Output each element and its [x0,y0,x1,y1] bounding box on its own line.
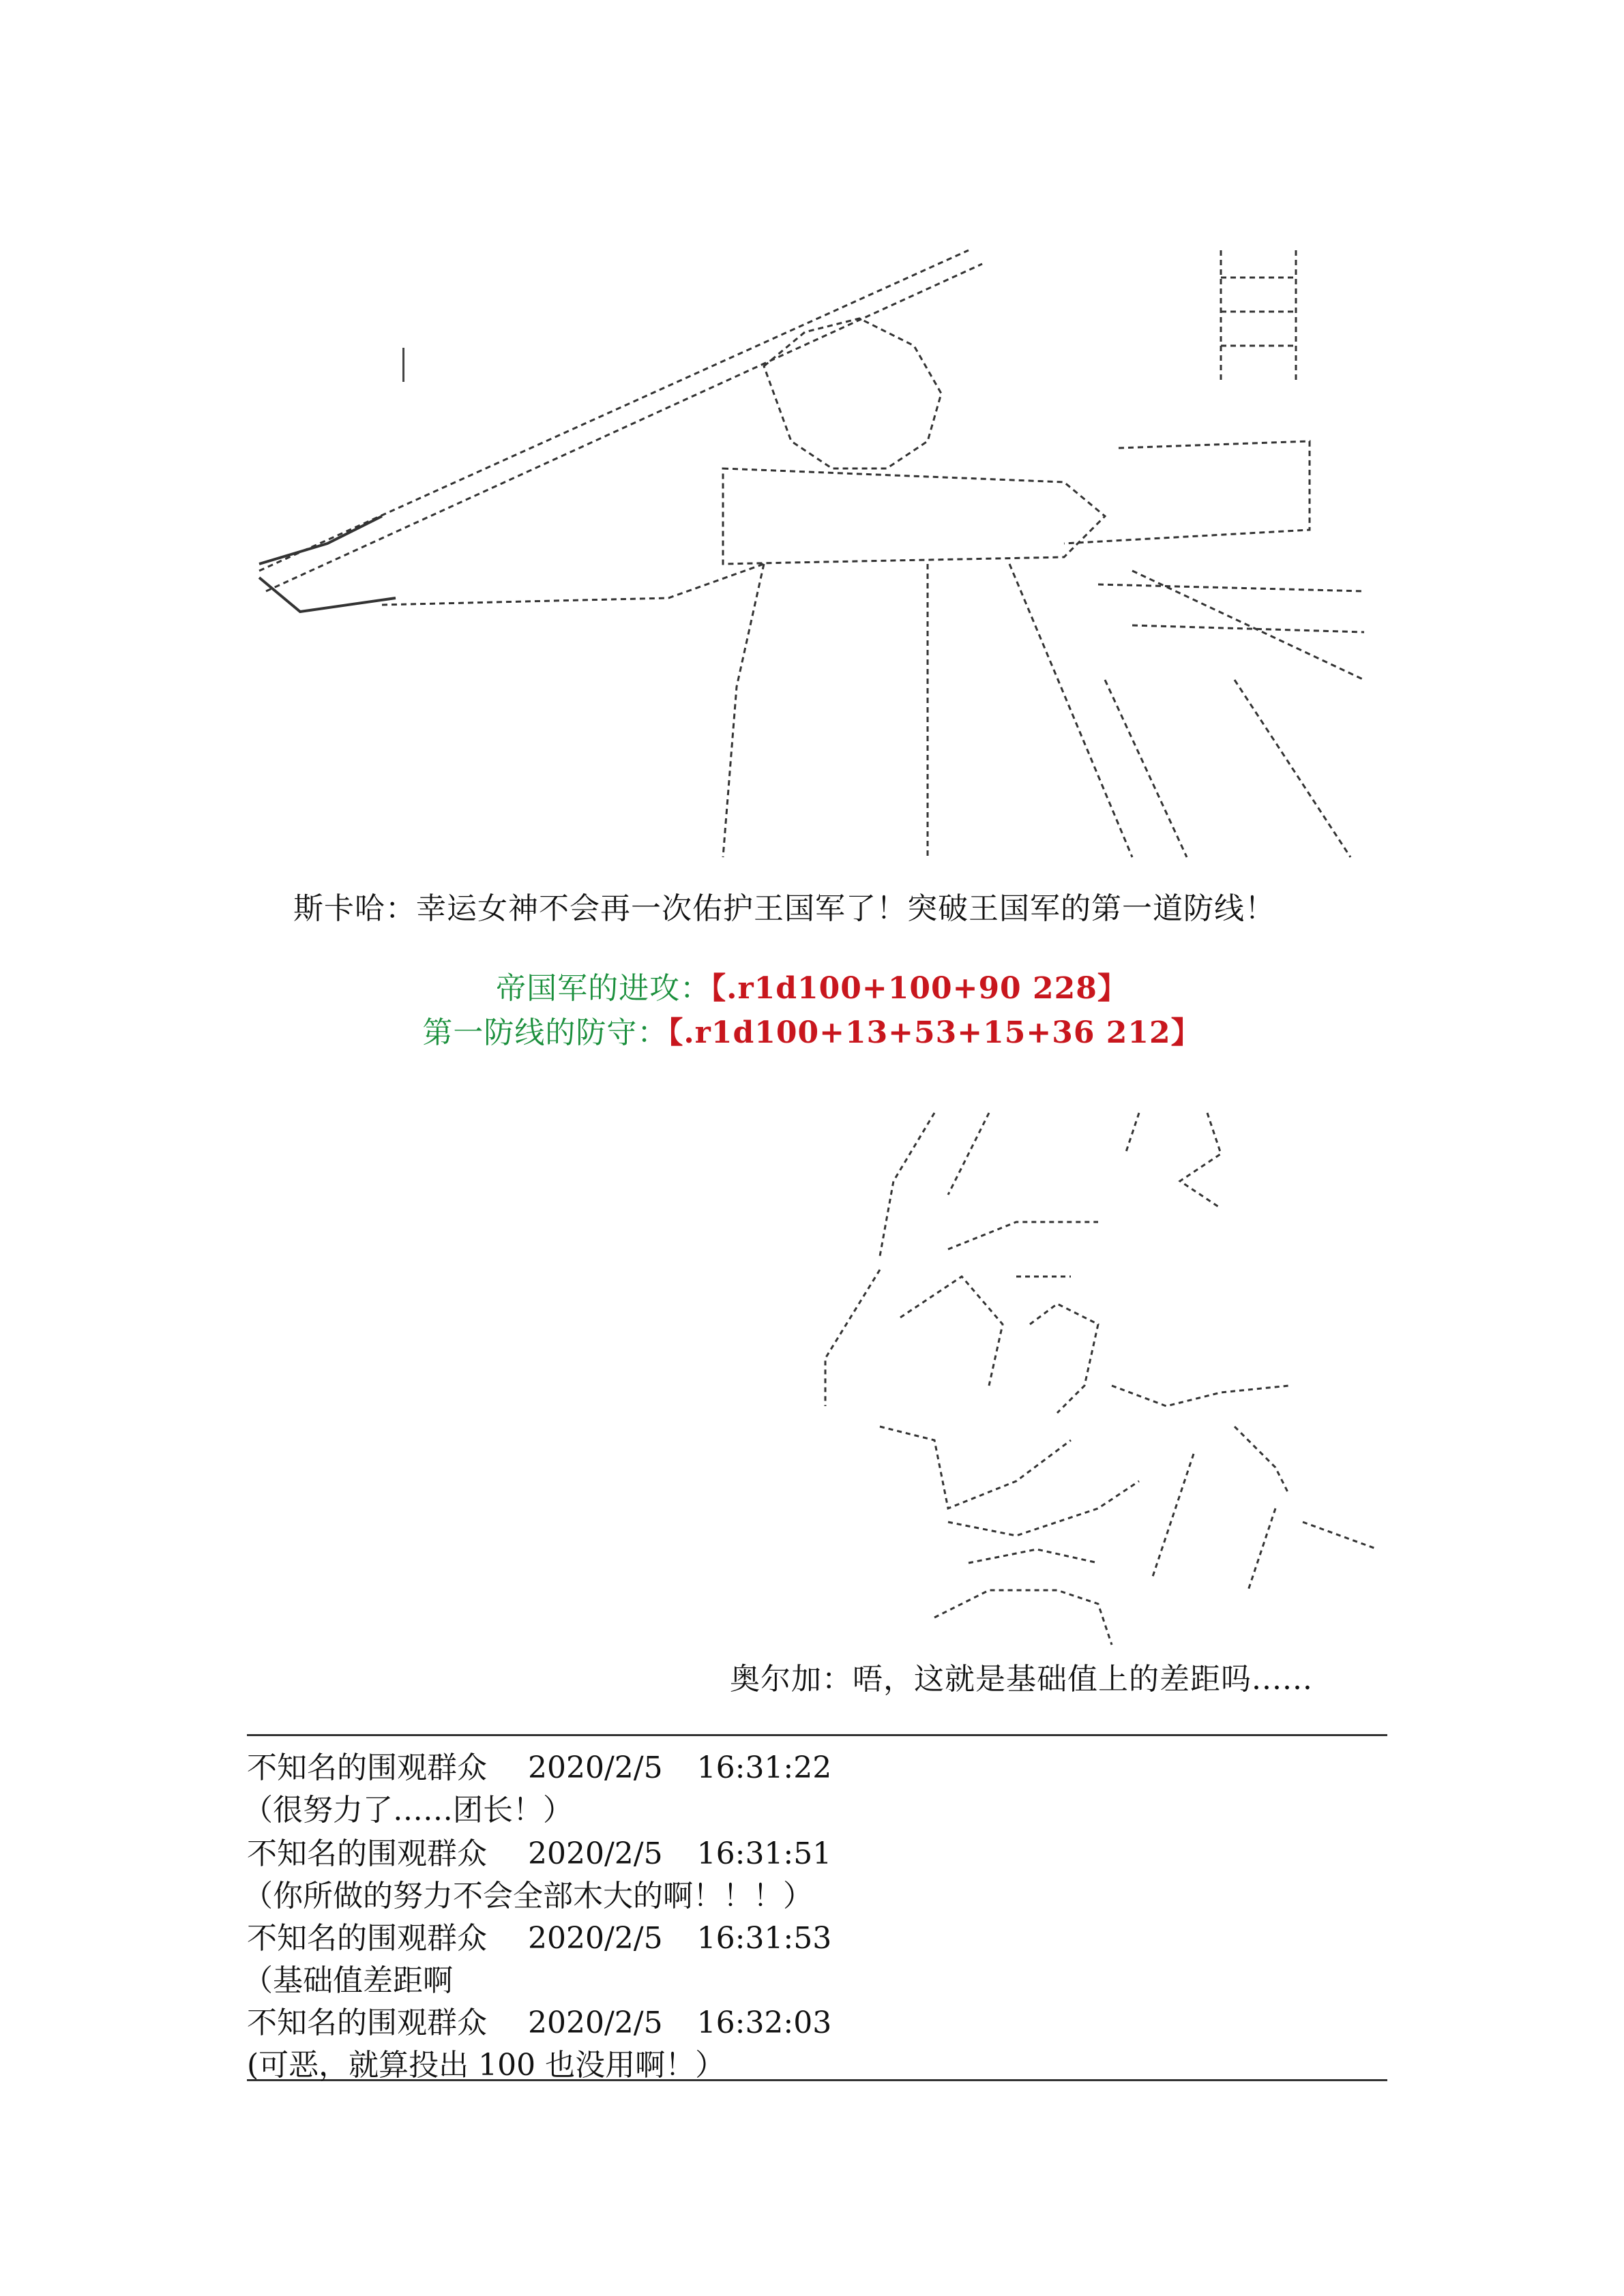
divider-mark [402,348,404,382]
comment-date: 2020/2/5 [528,2006,663,2040]
comment-thread [243,1734,1387,2083]
defense-label: 第一防线的防守： [422,1015,668,1050]
comment-text: （你所做的努力不会全部木大的啊！！！） [243,1879,813,1913]
ascii-art-skaha-drawing [246,243,1364,878]
attack-label: 帝国军的进攻： [496,971,711,1006]
dialogue-skaha: 斯卡哈：幸运女神不会再一次佑护王国军了！突破王国军的第一道防线！ [293,891,1275,926]
ascii-art-skaha [246,218,1364,890]
comment-date: 2020/2/5 [528,1921,663,1956]
comment-time: 16:31:22 [696,1750,832,1785]
comment-text: （很努力了……团长！） [243,1793,573,1828]
comment-date: 2020/2/5 [528,1836,663,1871]
attack-roll-line [0,964,1624,1007]
comment-header [247,1998,831,2042]
comment-time: 16:31:51 [696,1836,832,1871]
ascii-art-orga-drawing [812,1099,1391,1658]
comment-text: （基础值差距啊 [243,1963,453,1998]
comment-header [247,1743,831,1787]
dialogue-orga: 奥尔加：唔，这就是基础值上的差距吗...... [730,1662,1313,1697]
comment-user: 不知名的围观群众 [247,1921,487,1956]
defense-roll-line [0,1008,1624,1052]
comment-header [247,1829,831,1873]
comment-time: 16:31:53 [696,1921,832,1956]
ascii-art-orga [812,1074,1391,1671]
comment-header [247,1913,831,1957]
attack-roll: 【.r1d100+100+90 228】 [711,971,1128,1006]
comment-text: (可恶，就算投出 100 也没用啊！） [247,2048,726,2083]
comment-date: 2020/2/5 [528,1750,663,1785]
comment-user: 不知名的围观群众 [247,1750,487,1785]
comment-user: 不知名的围观群众 [247,1836,487,1871]
comment-time: 16:32:03 [696,2006,832,2040]
defense-roll: 【.r1d100+13+53+15+36 212】 [668,1015,1202,1050]
comment-user: 不知名的围观群众 [247,2006,487,2040]
